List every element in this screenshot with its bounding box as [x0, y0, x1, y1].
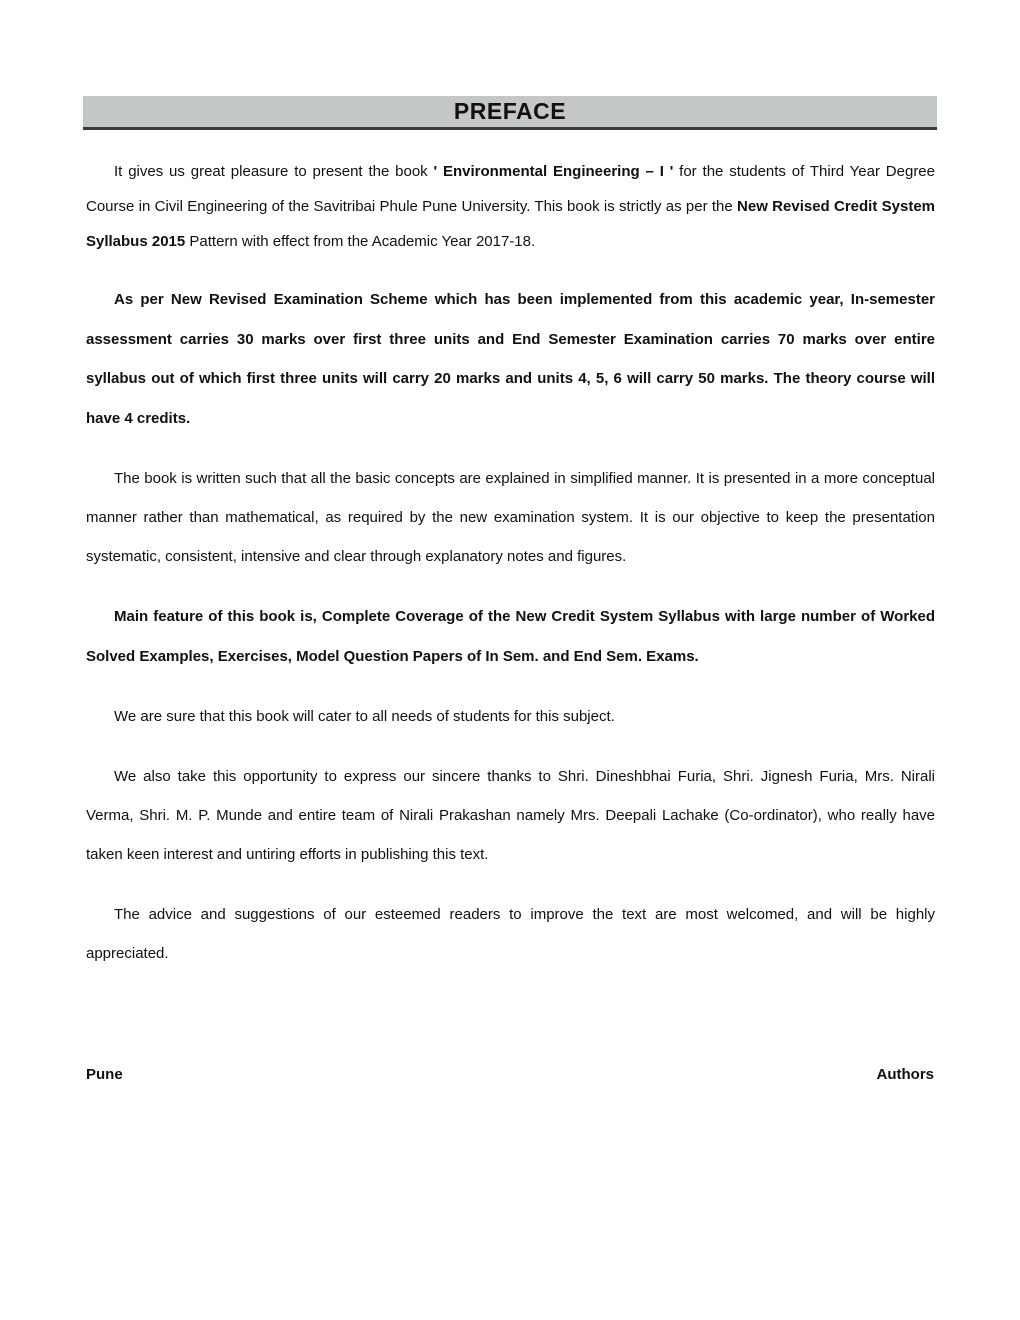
place-label: Pune — [86, 1066, 123, 1083]
intro-text-1: It gives us great pleasure to present the book — [114, 163, 434, 180]
approach-paragraph: The book is written such that all the basic concepts are explained in simplified manner. It is presented in a more conceptual manner rather than mathematical, as required by the new examination system. It is our objective to keep the presentation systematic, consistent, intensive and clear through explanatory notes and figures. — [86, 470, 935, 565]
intro-text-2: for the students of Third Year Degree Course in Civil Engineering of the Savitribai Phule Pune University. This book is strictly as per the — [86, 163, 935, 215]
cater-paragraph: We are sure that this book will cater to all needs of students for this subject. — [114, 708, 615, 725]
features-paragraph: Main feature of this book is, Complete Coverage of the New Credit System Syllabus with large number of Worked Solved Examples, Exercises, Model Question Papers of In Sem. and End Sem. Exams. — [86, 608, 935, 665]
page-title: PREFACE — [453, 98, 567, 124]
syllabus-name: New Revised Credit System Syllabus 2015 — [86, 198, 935, 250]
intro-paragraph — [86, 154, 935, 259]
book-title: ' Environmental Engineering – I ' — [433, 163, 674, 180]
authors-label: Authors — [876, 1066, 934, 1083]
preface-body — [86, 154, 935, 973]
title-banner — [83, 96, 937, 130]
exam-scheme-paragraph: As per New Revised Examination Scheme which has been implemented from this academic year, In-semester assessment carries 30 marks over first three units and End Semester Examination carries 70 marks over entire syllabus out of which first three units will carry 20 marks and units 4, 5, 6 will carry 50 marks. The theory course will have 4 credits. — [86, 291, 935, 427]
advice-paragraph: The advice and suggestions of our esteemed readers to improve the text are most welcomed, and will be highly appreciated. — [86, 906, 935, 962]
thanks-paragraph: We also take this opportunity to express our sincere thanks to Shri. Dineshbhai Furia, Shri. Jignesh Furia, Mrs. Nirali Verma, Shri. M. P. Munde and entire team of Nirali Prakashan namely Mrs. Deepali Lachake (Co-ordinator), who really have taken keen interest and untiring efforts in publishing this text. — [86, 768, 935, 863]
intro-text-3: Pattern with effect from the Academic Year 2017-18. — [185, 233, 536, 250]
